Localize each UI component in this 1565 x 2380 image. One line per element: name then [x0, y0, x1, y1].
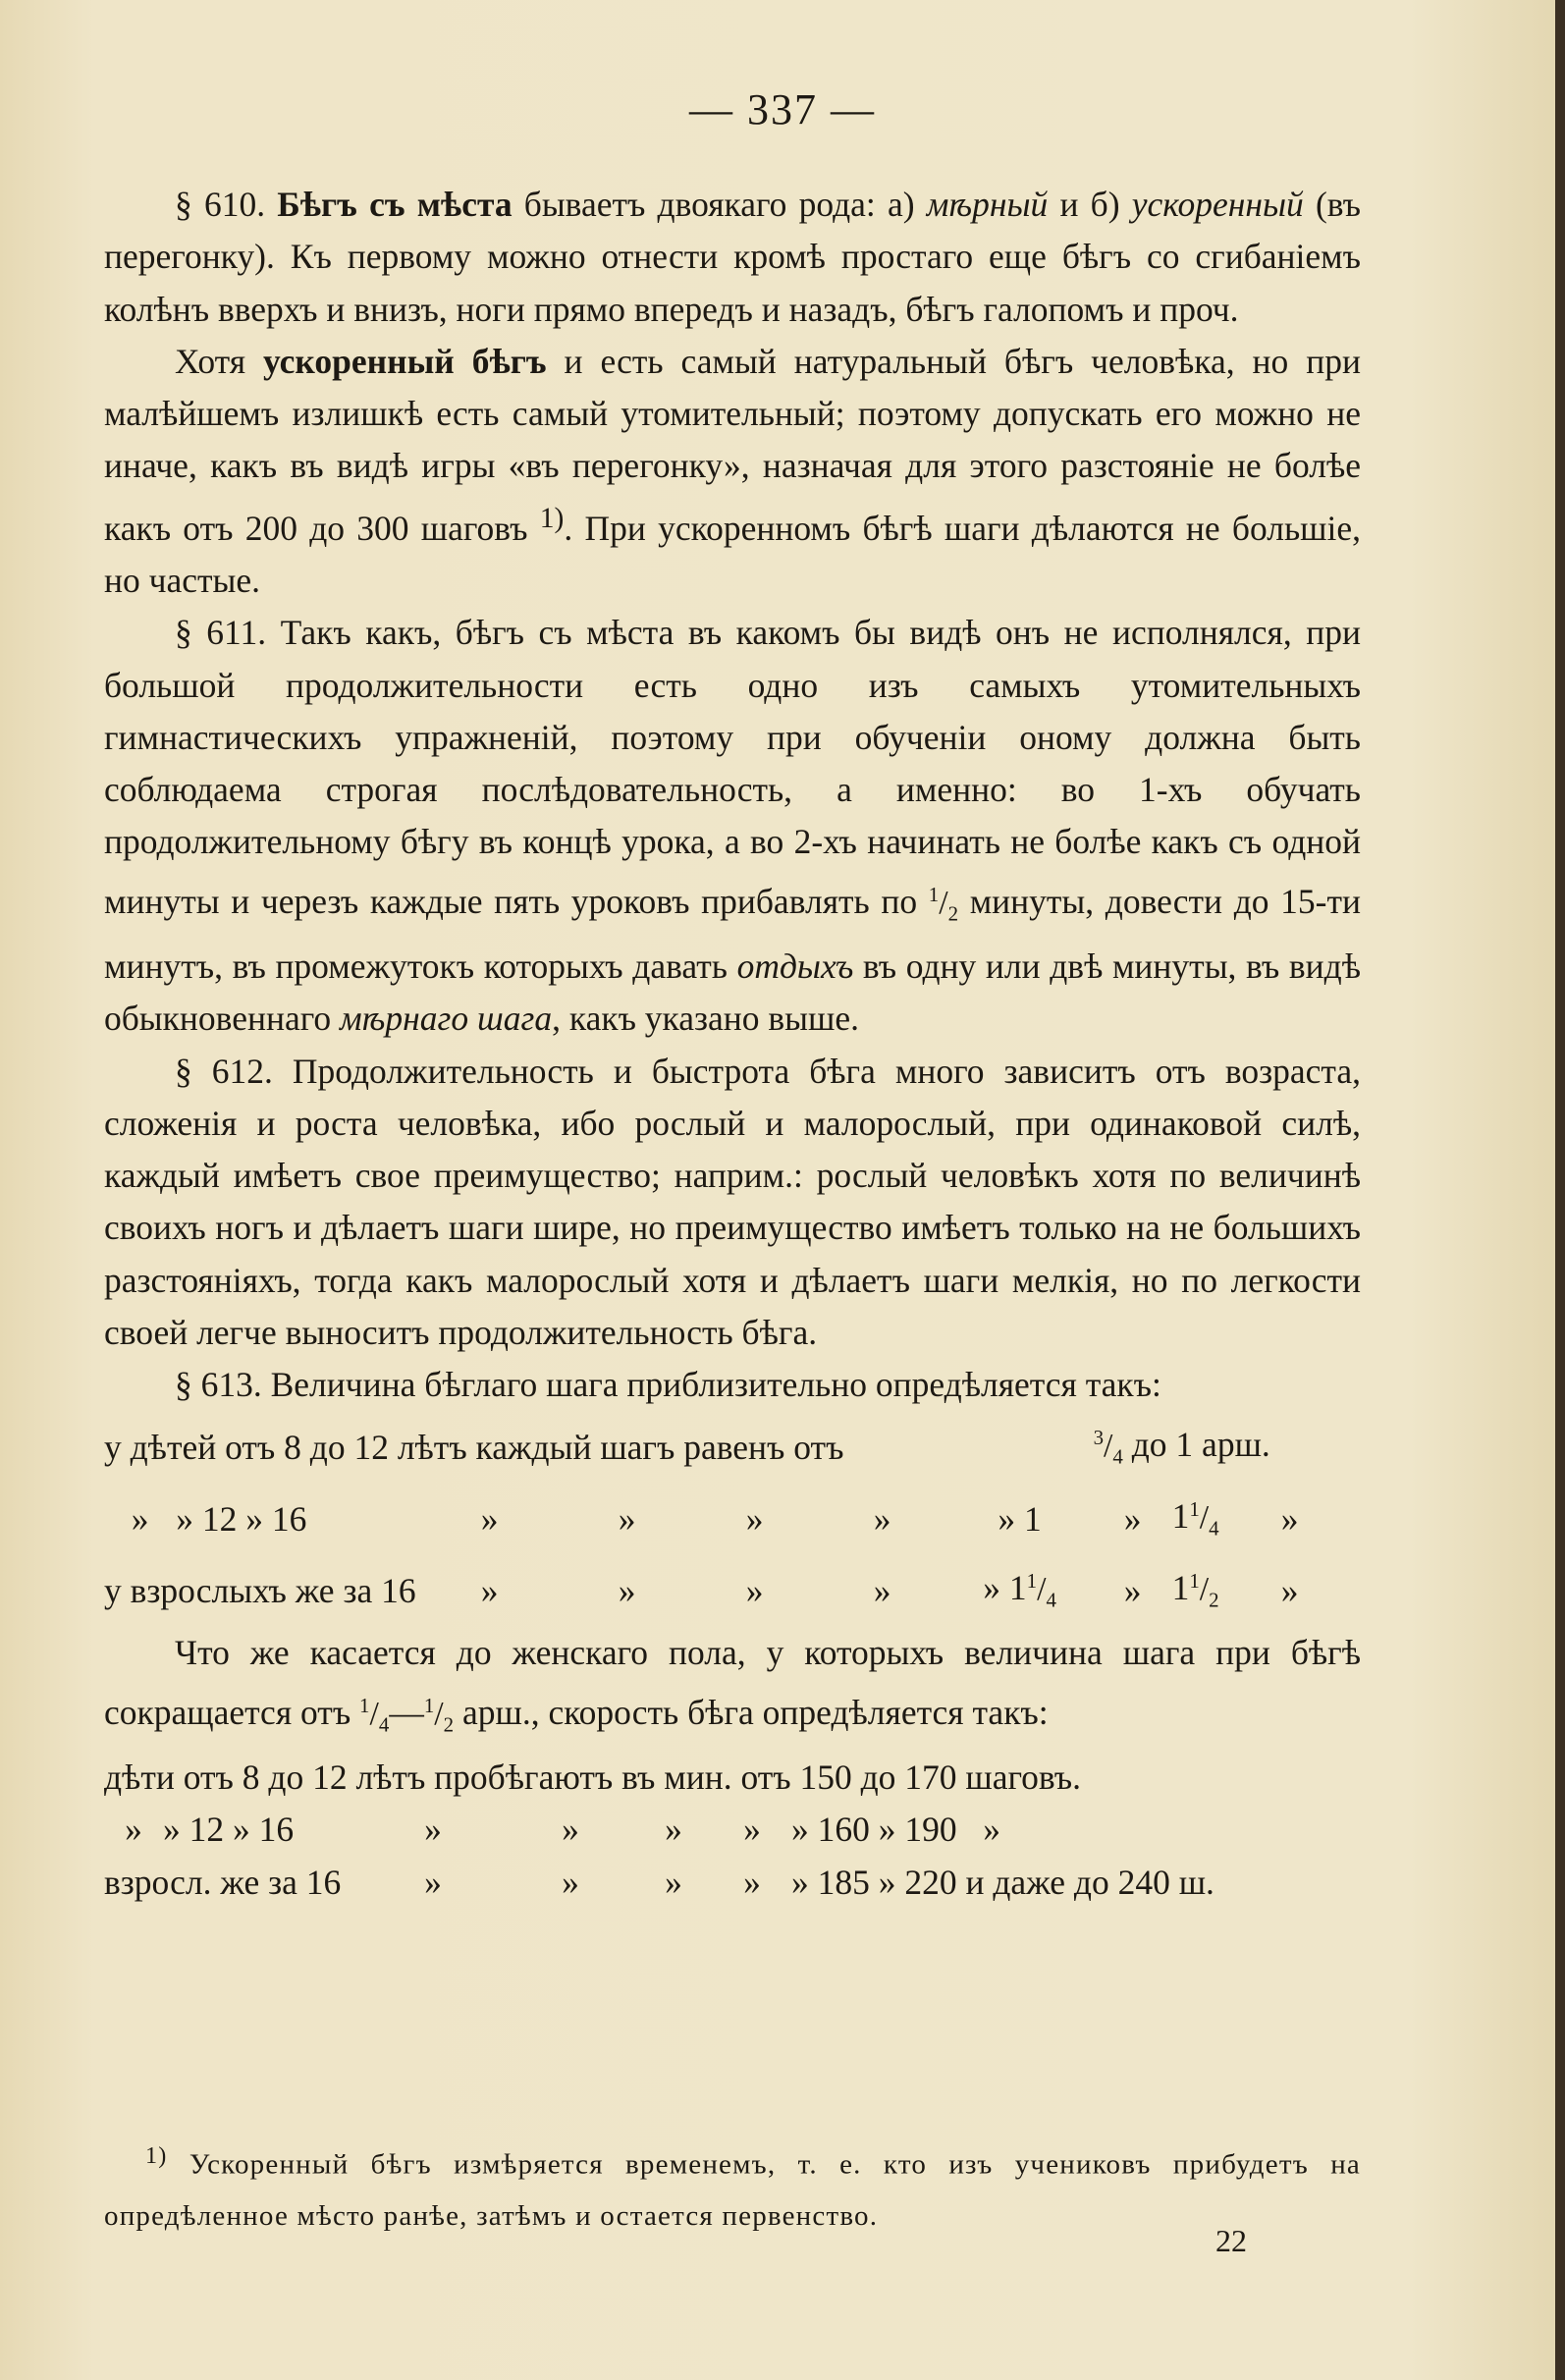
row-value: » 1 [998, 1498, 1042, 1539]
ditto-mark: » [873, 1498, 891, 1539]
table-row [104, 1804, 1361, 1856]
ditto-mark: » [424, 1810, 442, 1850]
footnote-ref[interactable]: 1) [539, 502, 565, 534]
ditto-mark: » [562, 1862, 579, 1902]
fraction-numerator: 1 [928, 882, 940, 906]
row-text: у дѣтей отъ 8 до 12 лѣтъ каждый шагъ равенъ отъ [104, 1427, 844, 1467]
fraction: $^1/_4$ [359, 1693, 390, 1737]
table-row [104, 1857, 1361, 1909]
text-run: бываетъ двоякаго рода: а) [512, 185, 927, 224]
ditto-mark: » [480, 1571, 499, 1611]
italic-term: мѣрнаго шага [340, 999, 553, 1039]
ditto-mark: » [1280, 1498, 1299, 1539]
italic-term: отдыхъ [736, 946, 854, 986]
ditto-mark: » [745, 1571, 764, 1611]
fraction-denominator: 4 [378, 1712, 390, 1737]
ditto-mark: » [618, 1571, 636, 1611]
row-age-range: » 12 » 16 [163, 1810, 295, 1850]
ditto-mark: » [618, 1498, 636, 1539]
row-range: » 185 » 220 и даже до 240 ш. [791, 1862, 1214, 1902]
signature-mark: 22 [1215, 2223, 1247, 2258]
dash: — [389, 1692, 424, 1732]
italic-term: мѣрный [926, 185, 1049, 224]
row-value: $1^1/_4$ [1171, 1496, 1219, 1541]
ditto-mark: » [480, 1498, 499, 1539]
fraction-denominator: 4 [1112, 1444, 1123, 1469]
row-unit: до 1 арш. [1131, 1424, 1270, 1464]
row-value [791, 1804, 1361, 1856]
fraction-denominator: 4 [1046, 1589, 1056, 1613]
fraction-numerator: 1 [1189, 1569, 1200, 1594]
whole-number: 1 [1008, 1568, 1027, 1608]
text-run: (въ перегонку). Къ первому можно отнести кромѣ простаго еще бѣгъ со сгибаніемъ колѣнъ вверхъ и внизъ, ноги прямо впередъ и назадъ, бѣгъ галопомъ и проч. [104, 185, 1362, 329]
page-edge [1555, 0, 1565, 2380]
row-text: взросл. же за 16 [104, 1862, 342, 1902]
section-number: § 610. [175, 185, 266, 224]
ditto-mark: » [125, 1810, 142, 1850]
ditto-mark: » [424, 1862, 442, 1902]
paragraph-612: § 612. Продолжительность и быстрота бѣга много зависитъ отъ возраста, сложенія и роста человѣка, ибо рослый и малорослый, при одинаковой силѣ, каждый имѣетъ свое преимущество; наприм.: рослый человѣкъ хотя по величинѣ своихъ ногъ и дѣлаетъ шаги шире, но преимущество имѣетъ только на не большихъ разстояніяхъ, тогда какъ малорослый хотя и дѣлаетъ шаги мелкія, но по легкости своей легче выноситъ продолжительность бѣга. [104, 1051, 1361, 1353]
text-run: минуты, довести до 15-ти минутъ, въ промежутокъ которыхъ давать [104, 881, 1361, 986]
table-row [104, 1484, 1320, 1555]
ditto-mark: » [983, 1810, 1000, 1850]
row-age-range: » 12 » 16 [176, 1498, 307, 1539]
row-range: » 160 » 190 [791, 1810, 957, 1850]
row-value: » $1^1/_4$ [983, 1568, 1056, 1613]
text-run: Что же касается до женскаго пола, у которыхъ величина шага при бѣгѣ сокращается отъ [104, 1633, 1361, 1732]
table-row [104, 1752, 1361, 1804]
fraction-numerator: 1 [1026, 1569, 1038, 1594]
speed-table [104, 1752, 1361, 1909]
footnote [104, 2131, 1361, 2242]
fraction: $^1/_2$ [423, 1693, 455, 1737]
paragraph-women [104, 1627, 1361, 1752]
main-text [104, 179, 1361, 1909]
fraction-denominator: 2 [947, 901, 959, 926]
text-run: арш., скорость бѣга опредѣляется такъ: [454, 1692, 1049, 1732]
row-value: $^3/_4$ до 1 арш. [1093, 1424, 1270, 1469]
step-size-table [104, 1412, 1320, 1628]
ditto-mark: » [665, 1862, 682, 1902]
footnote-block [104, 2131, 1361, 2242]
section-heading: Бѣгъ съ мѣста [277, 185, 513, 224]
text-run: и есть самый натуральный бѣгъ человѣка, но при малѣйшемъ излишкѣ есть самый утомительный; поэтому допускать его можно не иначе, какъ въ видѣ игры «въ перегонку», назначая для этого разстояніе не болѣе какъ отъ 200 до 300 шаговъ [104, 341, 1361, 548]
table-row [104, 1412, 1320, 1484]
fraction-denominator: 2 [443, 1712, 455, 1737]
ditto-mark: » [1123, 1498, 1142, 1539]
row-text: у взрослыхъ же за 16 [104, 1571, 416, 1611]
fraction-numerator: 3 [1093, 1425, 1105, 1449]
ditto-mark: » [743, 1862, 761, 1902]
paragraph-accelerated-run [104, 336, 1361, 607]
whole-number: 1 [1171, 1568, 1190, 1608]
fraction: $^1/_2$ [928, 882, 959, 926]
paragraph-610 [104, 179, 1361, 336]
text-run: , какъ указано выше. [552, 999, 860, 1039]
row-value: $1^1/_2$ [1171, 1568, 1219, 1613]
ditto-mark: » [131, 1498, 149, 1539]
ditto-mark: » [1123, 1571, 1142, 1611]
text-run: Хотя [175, 341, 264, 381]
text-run: . При ускоренномъ бѣгѣ шаги дѣлаются не большіе, но частые. [104, 508, 1361, 600]
footnote-mark: 1) [145, 2142, 168, 2169]
page-number-header: — 337 — [689, 85, 876, 134]
ditto-mark: » [562, 1810, 579, 1850]
italic-term: ускоренный [1131, 185, 1304, 224]
fraction-denominator: 4 [1209, 1516, 1219, 1541]
ditto-mark: » [745, 1498, 764, 1539]
fraction-denominator: 2 [1209, 1589, 1219, 1613]
fraction-numerator: 1 [1189, 1496, 1200, 1521]
text-run: § 611. Такъ какъ, бѣгъ съ мѣста въ какомъ бы видѣ онъ не исполнялся, при большой продолжительности есть одно изъ самыхъ утомительныхъ гимнастическихъ упражненій, поэтому при обученіи оному должна быть соблюдаема строгая послѣдовательность, а именно: во 1-хъ обучать продолжительному бѣгу въ концѣ урока, а во 2-хъ начинать не болѣе какъ съ одной минуты и черезъ каждые пять уроковъ прибавлять по [104, 613, 1361, 921]
text-run: и б) [1048, 185, 1132, 224]
ditto-mark: » [873, 1571, 891, 1611]
ditto-mark: » [983, 1568, 1001, 1608]
bold-term: ускоренный бѣгъ [263, 341, 547, 381]
ditto-mark: » [665, 1810, 682, 1850]
whole-number: 1 [1171, 1496, 1190, 1537]
ditto-mark: » [743, 1810, 761, 1850]
text-run: въ одну или двѣ минуты, въ видѣ обыкновеннаго [104, 946, 1361, 1039]
row-text: дѣти отъ 8 до 12 лѣтъ пробѣгаютъ въ мин. отъ 150 до 170 шаговъ. [104, 1757, 1082, 1797]
footnote-text: Ускоренный бѣгъ измѣряется временемъ, т. е. кто изъ учениковъ прибудетъ на опредѣленное мѣсто ранѣе, затѣмъ и остается первенство. [104, 2148, 1361, 2232]
paragraph-611 [104, 607, 1361, 1045]
fraction-numerator: 1 [359, 1693, 370, 1717]
paragraph-613: § 613. Величина бѣглаго шага приблизительно опредѣляется такъ: [175, 1365, 1161, 1405]
fraction-numerator: 1 [423, 1693, 435, 1717]
table-row [104, 1555, 1320, 1627]
ditto-mark: » [1280, 1571, 1299, 1611]
